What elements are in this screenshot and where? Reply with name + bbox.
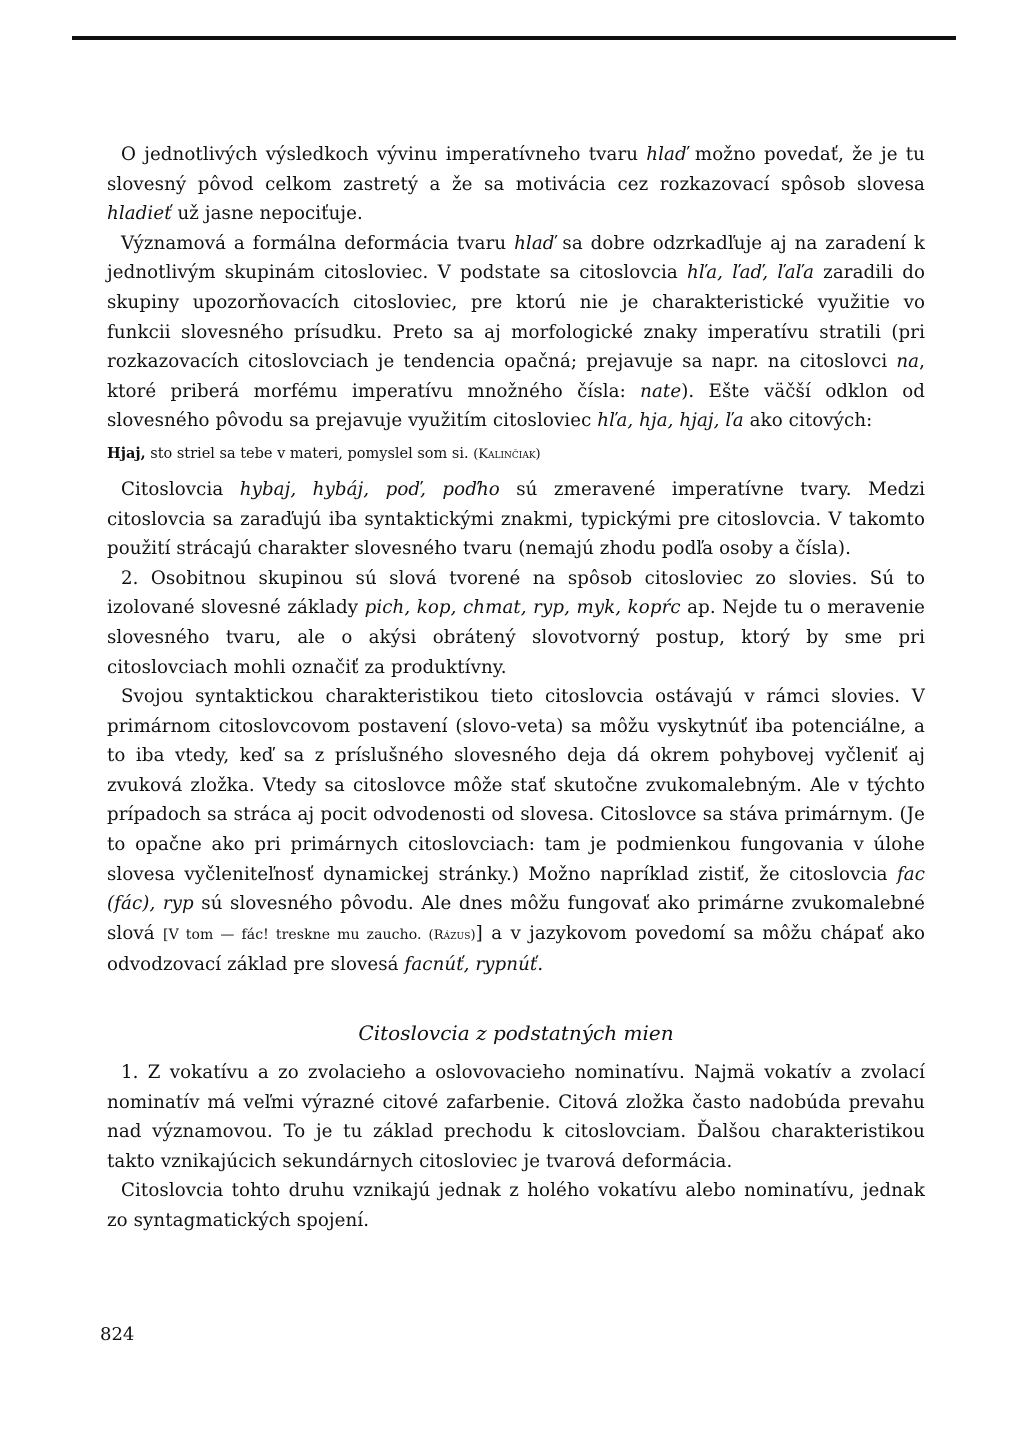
term-forms-hja: hľa, hja, hjaj, ľa: [597, 410, 744, 432]
paragraph-4: 2. Osobitnou skupinou sú slová tvorené na spôsob citosloviec zo slovies. Sú to izolované slovesné základy pich, kop, chmat, ryp, myk, kopŕc ap. Nejde tu o meravenie slovesného tvaru, ale o akýsi obrátený slovotvorný postup, ktorý by sme pri citoslovciach mohli označiť za produktívny.: [107, 567, 926, 678]
paragraph-2: Významová a formálna deformácia tvaru hlaď sa dobre odzrkadľuje aj na zaradení k jednotlivým skupinám citosloviec. V podstate sa citoslovcia hľa, ľaď, ľaľa zaradili do skupiny upozorňovacích citosloviec, pre ktorú nie je charakteristické využitie vo funkcii slovesného prísudku. Preto sa aj morfologické znaky imperatívu stratili (pri rozkazovacích citoslovciach je tendencia opačná; prejavuje sa napr. na citoslovci na, ktoré priberá morfému imperatívu množného čísla: nate). Ešte väčší odklon od slovesného pôvodu sa prejavuje využitím citosloviec hľa, hja, hjaj, ľa ako citových:: [107, 232, 926, 432]
term-facnut: facnúť, rypnúť: [404, 954, 538, 976]
term-na: na: [896, 351, 920, 373]
paragraph-1: O jednotlivých výsledkoch vývinu imperatívneho tvaru hlaď možno povedať, že je tu slovesný pôvod celkom zastretý a že sa motivácia cez rozkazovací spôsob slovesa hladieť už jasne nepociťuje.: [107, 144, 925, 225]
paragraph-6: 1. Z vokatívu a zo zvolacieho a oslovovacieho nominatívu. Najmä vokatív a zvolací nominatív má veľmi výrazné citové zafarbenie. Citová zložka často nadobúda prevahu nad významovou. To je tu základ prechodu k citoslovciam. Ďalšou charakteristikou takto vznikajúcich sekundárnych citosloviec je tvarová deformácia.: [107, 1062, 925, 1172]
term-hybaj: hybaj, hybáj, poď, poďho: [239, 478, 500, 500]
quote-source: (Kalinčiak): [473, 446, 541, 462]
term-pich: pich, kop, chmat, ryp, myk, kopŕc: [364, 597, 681, 619]
inline-quote: [V tom — fác! treskne mu zaucho.: [163, 926, 429, 943]
term-nate: nate: [640, 380, 682, 402]
paragraph-7: Citoslovcia tohto druhu vznikajú jednak z holého vokatívu alebo nominatívu, jednak zo syntagmatických spojení.: [107, 1180, 925, 1231]
term-forms-hla: hľa, ľaď, ľaľa: [687, 262, 815, 284]
paragraph-3: Citoslovcia hybaj, hybáj, poď, poďho sú zmeravené imperatívne tvary. Medzi citoslovcia sa zaraďujú iba syntaktickými znakmi, typickými pre citoslovcia. V takomto použití strácajú charakter slovesného tvaru (nemajú zhodu podľa osoby a čísla).: [107, 478, 926, 560]
paragraph-5: Svojou syntaktickou charakteristikou tieto citoslovcia ostávajú v rámci slovies. V primárnom citoslovcovom postavení (slovo-veta) sa môžu vyskytnúť iba potenciálne, a to iba vtedy, keď sa z príslušného slovesného deja dá okrem pohybovej vyčleniť aj zvuková zložka. Vtedy sa citoslovce môže stať skutočne zvukomalebným. Ale v týchto prípadoch sa stráca aj pocit odvodenosti od slovesa. Citoslovce sa stáva primárnym. (Je to opačne ako pri primárnych citoslovciach: tam je podmienkou fungovania v úlohe slovesa vyčleniteľnosť dynamickej stránky.) Možno napríklad zistiť, že citoslovcia fac (fác), ryp sú slovesného pôvodu. Ale dnes môžu fungovať ako primárne zvukomalebné slová [V tom — fác! treskne mu zaucho. (Rázus)] a v jazykovom povedomí sa môžu chápať ako odvodzovací základ pre slovesá facnúť, rypnúť.: [107, 686, 925, 976]
page-number: 824: [100, 1324, 135, 1345]
term-hlad: hlaď: [646, 144, 687, 165]
term-hladiet: hladieť: [107, 203, 172, 225]
inline-quote-source: (Rázus): [428, 927, 476, 943]
top-rule: [72, 36, 956, 40]
section-heading: Citoslovcia z podstatných mien: [358, 1021, 674, 1046]
page-text: [107, 140, 925, 1236]
quote-word: Hjaj,: [107, 444, 146, 462]
example-quote: Hjaj, sto striel sa tebe v materi, pomyslel som si. (Kalinčiak): [107, 444, 541, 462]
term-hlad-2: hlaď: [514, 232, 555, 254]
term-fac: fac (fác), ryp: [107, 863, 925, 915]
